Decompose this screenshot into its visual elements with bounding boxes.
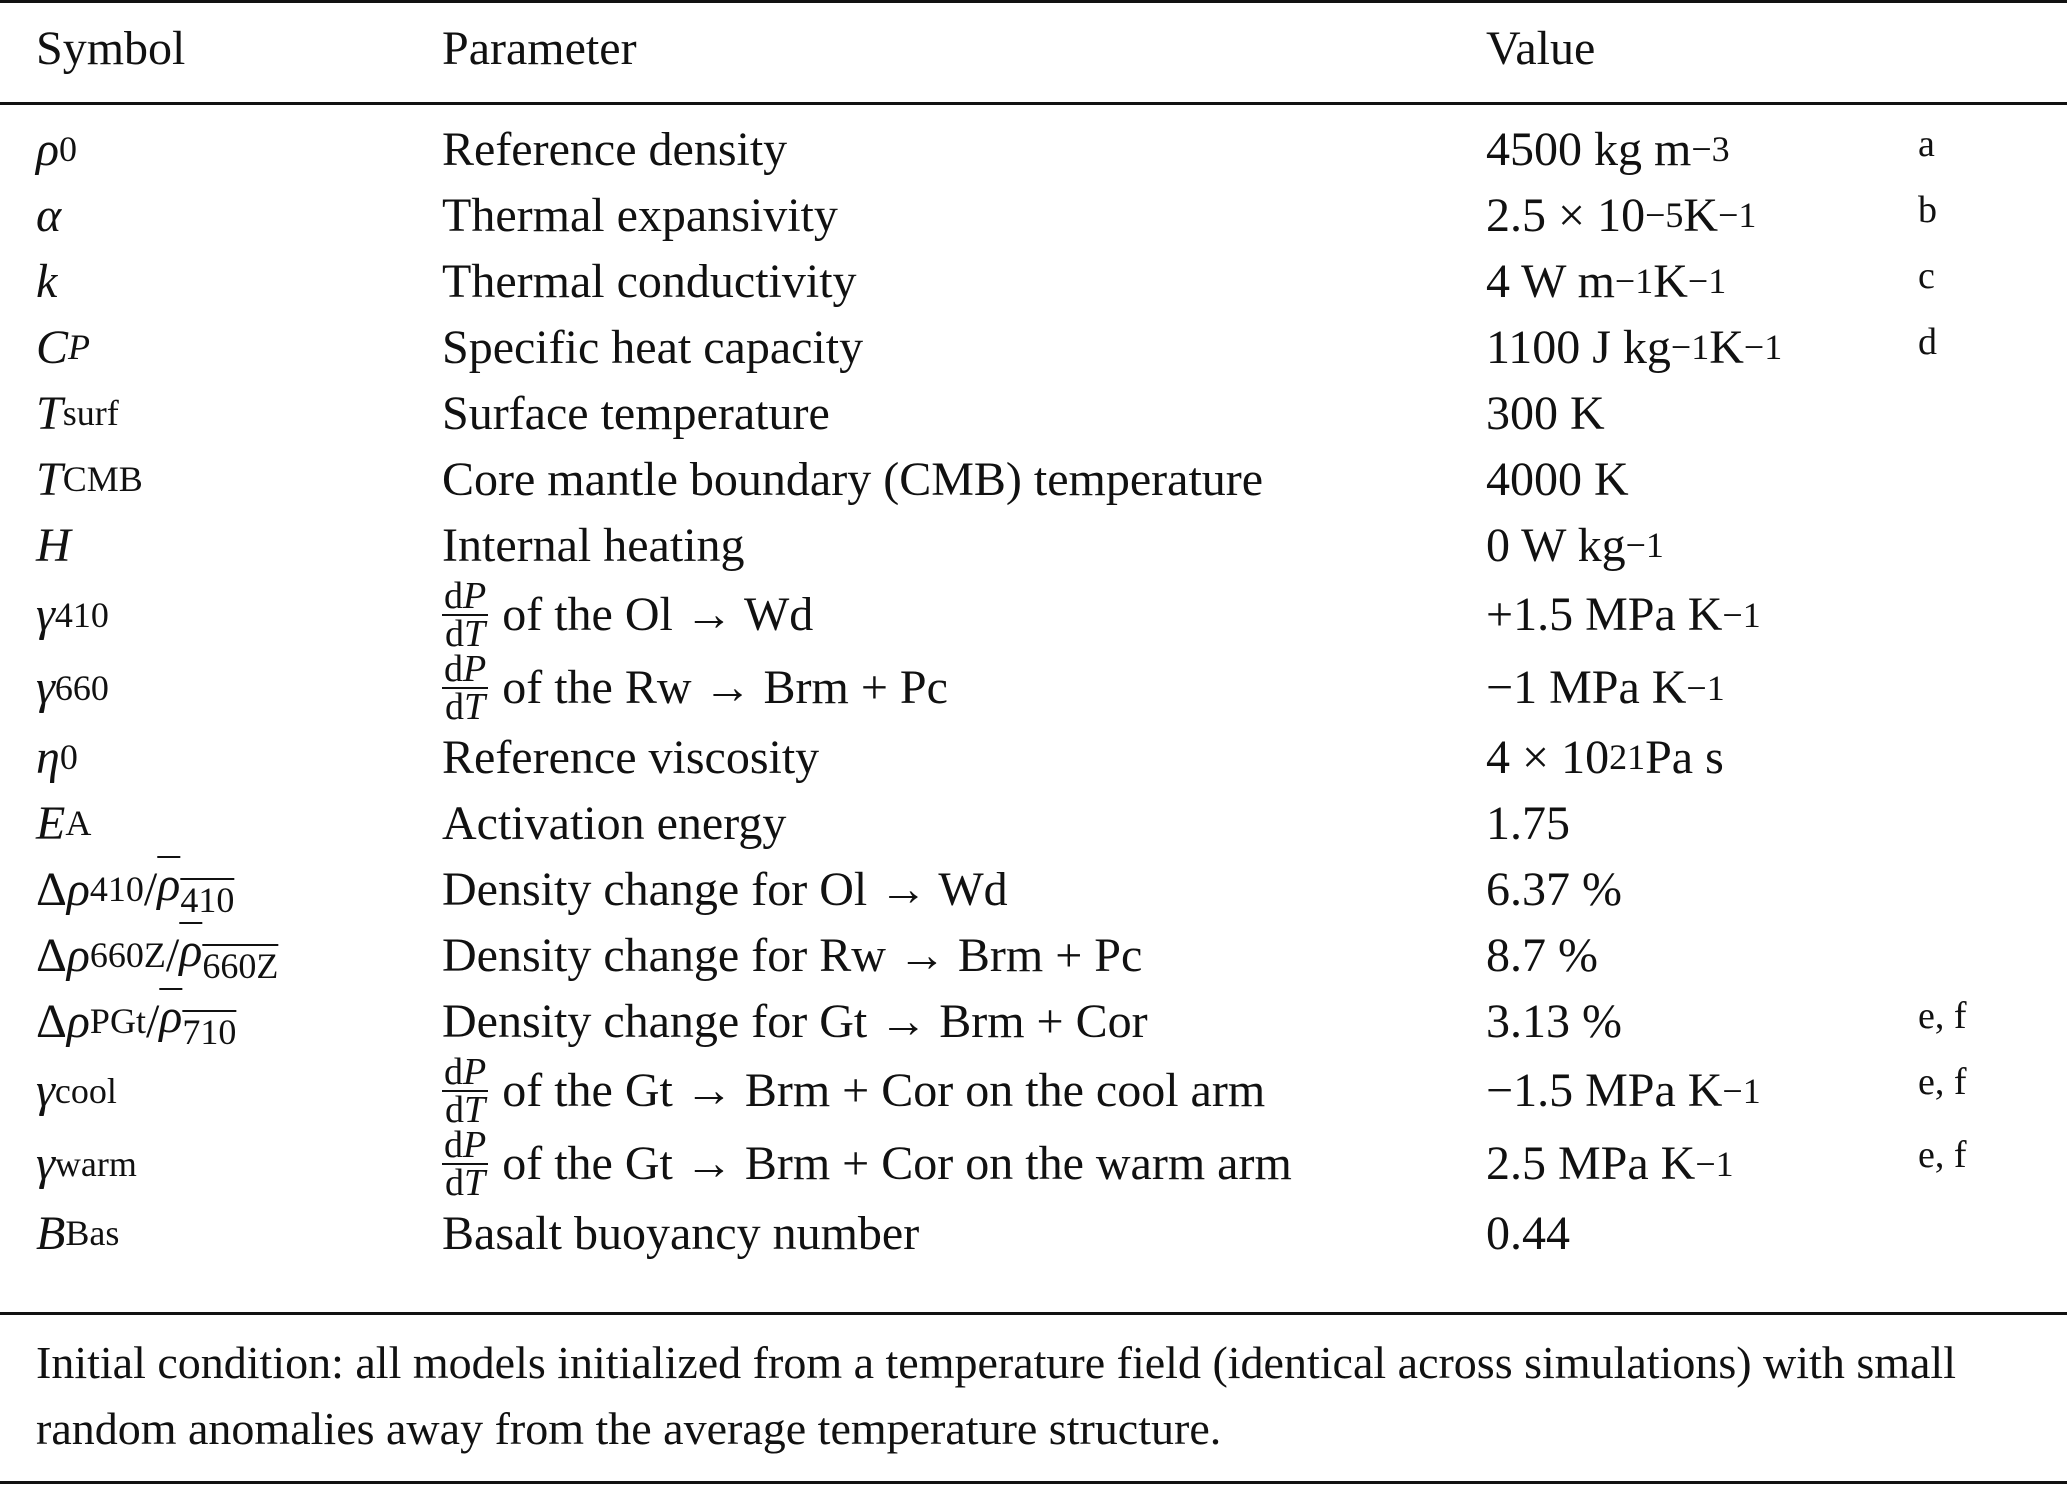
table-row [0,314,2067,380]
symbol-cell [36,1200,119,1266]
parameter-cell [442,1200,919,1266]
symbol-subscript: Bas [65,1213,120,1253]
value-cell [1486,1200,1570,1266]
fraction-denominator: dT [445,1161,486,1204]
value-cell [1486,1054,1761,1127]
value-unit-exponent: −1 [1743,327,1783,367]
header-rule [0,102,2067,105]
symbol-cell [36,248,57,314]
symbol-subscript: cool [54,1070,117,1111]
value-exponent: −1 [1614,261,1654,301]
symbol-average-subscript: 660Z [202,946,279,986]
value-text: 4500 kg m [1486,122,1692,176]
value-exponent: −1 [1625,525,1664,565]
parameter-cell [442,856,1008,922]
value-text: 8.7 % [1486,928,1598,982]
symbol-subscript: 660Z [89,935,166,975]
parameter-cell [442,248,857,314]
value-cell [1486,724,1724,790]
value-text: 0.44 [1486,1206,1570,1260]
parameter-cell [442,446,1263,512]
symbol-average [179,923,278,987]
symbol-base: ρ [66,928,90,982]
value-cell [1486,314,1782,380]
value-exponent: −5 [1645,195,1684,235]
value-cell [1486,856,1622,922]
value-text: 3.13 % [1486,994,1622,1048]
value-text: −1 MPa K [1486,661,1687,714]
parameter-text: Reference density [442,122,788,176]
parameter-text: Density change for Ol → Wd [442,862,1008,916]
parameter-cell [442,647,948,728]
value-text: 4 W m [1486,254,1615,308]
parameter-text: Basalt buoyancy number [442,1206,920,1260]
symbol-subscript: PGt [89,1001,146,1041]
symbol-base: C [36,320,69,374]
symbol-slash: / [143,862,158,916]
fraction-numerator: dP [444,1123,487,1166]
value-text: 2.5 MPa K [1486,1137,1696,1190]
symbol-cell [36,512,71,578]
table-row [0,182,2067,248]
footnote-marker: e, f [1918,995,1967,1037]
value-exponent: −1 [1722,594,1761,635]
fraction-numerator: dP [444,574,487,617]
symbol-cell [36,1127,137,1200]
parameter-text: of the Gt → Brm + Cor on the warm arm [502,1137,1292,1190]
table-row [0,446,2067,512]
symbol-delta: Δ [36,928,67,982]
parameter-text: Density change for Gt → Brm + Cor [442,994,1148,1048]
symbol-base: k [36,254,58,308]
table-row [0,1123,2067,1204]
value-cell [1486,116,1730,182]
symbol-subscript: 0 [59,737,78,777]
symbol-base: γ [36,661,55,714]
symbol-base: γ [36,1064,55,1117]
value-text: +1.5 MPa K [1486,588,1723,641]
symbol-subscript: 660 [54,667,109,708]
value-cell [1486,512,1664,578]
symbol-average [157,857,234,921]
value-cell [1486,651,1725,724]
parameter-text: Internal heating [442,518,745,572]
parameter-cell [442,724,819,790]
parameter-cell [442,988,1148,1054]
symbol-average-base: ρ [159,990,183,1043]
table-row [0,1050,2067,1131]
value-cell [1486,790,1570,856]
value-unit: K [1709,320,1744,374]
top-rule [0,0,2067,3]
derivative-fraction [442,647,488,728]
footnote-marker: e, f [1918,1134,1967,1176]
symbol-average-base: ρ [157,858,181,911]
symbol-subscript: 410 [89,869,144,909]
table-row [0,574,2067,655]
symbol-cell [36,856,234,922]
parameter-text: Density change for Rw → Brm + Pc [442,928,1143,982]
value-exponent: −1 [1686,667,1725,708]
symbol-cell [36,116,77,182]
parameter-cell [442,1123,1292,1204]
value-unit: K [1683,188,1719,242]
parameter-cell [442,314,863,380]
value-unit: Pa s [1645,730,1724,784]
parameter-cell [442,116,787,182]
value-text: 4000 K [1486,452,1629,506]
value-cell [1486,380,1605,446]
table-row [0,988,2067,1054]
symbol-cell [36,988,236,1054]
derivative-fraction [442,574,488,655]
symbol-average-base: ρ [179,924,203,977]
symbol-delta: Δ [36,862,67,916]
symbol-base: α [36,188,62,242]
header-symbol: Symbol [36,22,186,75]
value-cell [1486,578,1761,651]
symbol-subscript: A [65,803,92,843]
symbol-cell [36,790,91,856]
derivative-fraction [442,1050,488,1131]
value-text: 6.37 % [1486,862,1622,916]
value-cell [1486,248,1726,314]
table-row [0,647,2067,728]
parameter-cell [442,574,814,655]
parameter-text: of the Rw → Brm + Pc [502,661,948,714]
value-unit: K [1653,254,1688,308]
symbol-subscript: P [68,327,91,367]
value-unit-exponent: −1 [1718,195,1757,235]
symbol-base: E [36,796,66,850]
symbol-cell [36,380,119,446]
table-row [0,1200,2067,1266]
value-text: −1.5 MPa K [1486,1064,1723,1117]
symbol-cell [36,314,90,380]
symbol-cell [36,651,109,724]
parameter-text: Surface temperature [442,386,830,440]
parameter-text: Thermal expansivity [442,188,838,242]
parameter-cell [442,790,786,856]
table-row [0,248,2067,314]
value-text: 300 K [1486,386,1605,440]
symbol-average [159,989,236,1053]
table-row [0,856,2067,922]
value-text: 1.75 [1486,796,1570,850]
symbol-cell [36,182,61,248]
table-row [0,922,2067,988]
parameter-text: Reference viscosity [442,730,820,784]
value-exponent: 21 [1609,737,1646,777]
symbol-subscript: 410 [54,594,109,635]
parameter-text: of the Gt → Brm + Cor on the cool arm [502,1064,1266,1117]
table-row [0,380,2067,446]
symbol-base: γ [36,1137,55,1190]
value-cell [1486,988,1622,1054]
symbol-base: T [36,386,63,440]
symbol-base: T [36,452,63,506]
symbol-base: H [36,518,71,572]
symbol-cell [36,724,78,790]
value-text: 0 W kg [1486,518,1626,572]
table-caption: Initial condition: all models initialized from a temperature field (identical across simulations) with small random anomalies away from the average temperature structure. [36,1337,1956,1454]
symbol-base: η [36,730,60,784]
symbol-subscript: 0 [59,129,78,169]
value-text: 1100 J kg [1486,320,1671,374]
value-cell [1486,1127,1734,1200]
symbol-cell [36,446,143,512]
footnote-marker: e, f [1918,1061,1967,1103]
value-exponent: −1 [1722,1070,1761,1111]
fraction-denominator: dT [445,685,486,728]
symbol-slash: / [145,994,160,1048]
bottom-rule [0,1481,2067,1484]
table-row [0,512,2067,578]
parameter-cell [442,922,1142,988]
parameter-text: Specific heat capacity [442,320,864,374]
symbol-cell [36,922,278,988]
value-text: 2.5 × 10 [1486,188,1646,242]
symbol-slash: / [165,928,180,982]
footnote-marker: b [1918,189,1937,231]
table-row [0,116,2067,182]
value-exponent: −3 [1691,129,1730,169]
derivative-fraction [442,1123,488,1204]
fraction-numerator: dP [444,1050,487,1093]
symbol-base: γ [36,588,55,641]
parameter-text: Thermal conductivity [442,254,857,308]
fraction-denominator: dT [445,1088,486,1131]
symbol-average-subscript: 410 [180,880,235,920]
parameter-cell [442,380,830,446]
value-text: 4 × 10 [1486,730,1610,784]
header-parameter: Parameter [442,22,637,75]
symbol-average-subscript: 710 [182,1012,237,1052]
symbol-cell [36,1054,117,1127]
fraction-denominator: dT [445,612,486,655]
parameter-cell [442,512,745,578]
footnote-marker: a [1918,123,1935,165]
parameter-text: Core mantle boundary (CMB) temperature [442,452,1264,506]
table-row [0,724,2067,790]
parameter-cell [442,1050,1266,1131]
symbol-base: ρ [66,862,90,916]
value-exponent: −1 [1695,1143,1734,1184]
caption-rule [0,1312,2067,1315]
value-cell [1486,446,1629,512]
table-body [0,116,2067,1266]
symbol-base: ρ [66,994,90,1048]
value-cell [1486,922,1598,988]
parameter-text: Activation energy [442,796,787,850]
value-unit-exponent: −1 [1687,261,1727,301]
fraction-numerator: dP [444,647,487,690]
parameter-cell [442,182,838,248]
value-exponent: −1 [1670,327,1710,367]
table-row [0,790,2067,856]
symbol-base: ρ [36,122,60,176]
symbol-subscript: warm [54,1143,137,1184]
symbol-subscript: surf [62,393,119,433]
symbol-base: B [36,1206,66,1260]
symbol-delta: Δ [36,994,67,1048]
symbol-subscript: CMB [62,459,143,499]
footnote-marker: d [1918,321,1937,363]
header-value: Value [1486,22,1596,75]
parameter-text: of the Ol → Wd [502,588,814,641]
footnote-marker: c [1918,255,1935,297]
symbol-cell [36,578,109,651]
value-cell [1486,182,1756,248]
